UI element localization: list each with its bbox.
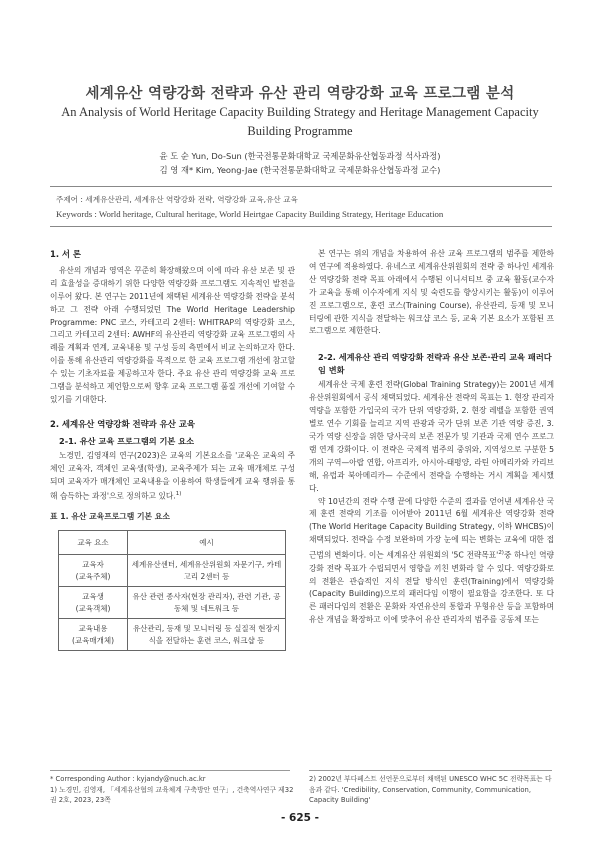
footnote-ref-1: 1): [175, 491, 182, 498]
table-header-element: 교육 요소: [59, 530, 128, 555]
paragraph-scope: 본 연구는 위의 개념을 차용하여 유산 교육 프로그램의 범주를 제한하여 연구에 적용하였다. 유네스코 세계유산위원회의 전략 중 하나인 세계유산 역량강화 전략 목표 아래에서 수행된 이니셔티브 중 교육 활동(교수자가 교육을 통해 이수자에게 지식 및 숙련도를 향상시키는 활동)이 이루어진 프로그램으로, 훈련 코스(Training Course), 유산관리, 등재 및 모니터링에 관한 지식을 전달하는 워크샵 코스 등, 교육 기본 요소가 포함된 프로그램으로 제한한다.: [309, 249, 554, 336]
left-column: [50, 248, 295, 651]
paragraph-section-2-1-text: 노경민, 김영재의 연구(2023)은 교육의 기본요소를 '교육은 교육의 주체인 교육자, 객체인 교육생(학생), 교육주제가 되는 교육 매개체로 구성되며 교육자가 매개체인 교육내용을 이용하여 학생들에게 교육 행위를 통해 습득하는 과정'으로 정의하고 있다.: [50, 450, 295, 501]
table-header-row: [59, 530, 286, 555]
table-cell-element: 교육자 (교육주체): [59, 555, 128, 587]
table-row: [59, 555, 286, 587]
heading-section-2-2: 2-2. 세계유산 관리 역량강화 전략과 유산 보존·관리 교육 패러다임 변화: [318, 352, 552, 376]
paragraph-section-2-2-b: [309, 496, 554, 628]
table-caption: 표 1. 유산 교육프로그램 기본 요소: [50, 511, 170, 521]
footnote-divider-left: [50, 770, 290, 771]
author-line-2: 김 영 재* Kim, Yeong-Jae (한국전통문화대학교 국제문화유산협동과정 교수): [159, 165, 441, 175]
table-cell-example: 유산관리, 등재 및 모니터링 등 실질적 현장지식을 전달하는 훈련 코스, 워크샵 등: [128, 619, 286, 651]
paragraph-section-2-1: [50, 450, 295, 504]
keywords-box: [50, 186, 552, 227]
footnote-ref-2: 2): [498, 550, 504, 557]
table-cell-element: 교육내용 (교육매개체): [59, 619, 128, 651]
author-block: [0, 149, 600, 177]
footnote-corresponding-author: * Corresponding Author : kyjandy@nuch.ac.kr: [50, 775, 206, 783]
table-row: [59, 587, 286, 619]
keywords-english: Keywords : World heritage, Cultural heritage, World Heirtgae Capacity Building Strategy, Heritage Education: [56, 209, 444, 219]
table-cell-element: 교육생 (교육객체): [59, 587, 128, 619]
table-row: [59, 619, 286, 651]
right-column: [309, 248, 554, 627]
author-line-1: 윤 도 순 Yun, Do-Sun (한국전통문화대학교 국제문화유산협동과정 석사과정): [159, 151, 441, 161]
table-cell-example: 유산 관련 종사자(현장 관리자), 관련 기관, 공동체 및 네트워크 등: [128, 587, 286, 619]
paragraph-introduction: 유산의 개념과 영역은 꾸준히 확장해왔으며 이에 따라 유산 보존 및 관리 효율성을 증대하기 위한 다양한 역량강화 프로그램도 지속적인 발전을 이루어 왔다. 본 연구는 2011년에 채택된 세계유산 역량강화 전략을 분석하고 그 전략 아래 수행되었던 The World Heritage Leadership Programme: PNC 코스, 카테고리 2센터: WHITRAP의 역량강화 코스, 그리고 카테고리 2센터: AWHF의 유산관리 역량강화 교육 프로그램의 사례를 계획과 연계, 교육내용 및 구성 등의 측면에서 비교 논의하고자 한다. 이를 통해 유산관리 역량강화를 목적으로 한 교육 프로그램 개선에 참고할 수 있는 기초자료를 제공하고자 한다. 주요 유산 관리 역량강화 교육 프로그램을 분석하고 제언함으로써 향후 교육 프로그램 품질 개선에 기여할 수 있기를 기대한다.: [50, 265, 295, 404]
footnote-divider-right: [309, 770, 552, 771]
table-header-example: 예시: [128, 530, 286, 555]
footnote-1: 1) 노경민, 김영재, 「세계유산협의 교육체계 구축방안 연구」, 건축역사연구 제32권 2호, 2023, 23쪽: [50, 785, 294, 804]
heading-section-2: 2. 세계유산 역량강화 전략과 유산 교육: [50, 418, 195, 429]
keywords-korean: 주제어 : 세계유산관리, 세계유산 역량강화 전략, 역량강화 교육,유산 교육: [56, 195, 298, 204]
heading-introduction: 1. 서 론: [50, 249, 82, 259]
paragraph-section-2-2-a: 세계유산 국제 훈련 전략(Global Training Strategy)는 2001년 세계유산위원회에서 공식 채택되었다. 세계유산 전략의 목표는 1. 현장 관리자 역량을 포함한 가입국의 국가 단위 역량강화, 2. 현장 레벨을 포함한 권역별로 연수 기회를 늘리고 지역 관광과 국가 단위 보존 기관 역량 증진, 3. 국가 역량 신장을 위한 당사국의 보존 전문가 및 기관과 국제 연수 프로그램 연계 강화이다. 이 전략은 국제적 범주의 중위와, 지역성으로 구분한 5개의 구역—아랍 연합, 아프리카, 아시아-태평양, 라틴 아메리카와 카리브해, 유럽과 북아메리카— 수준에서 전략을 수행하는 거시 계획을 제시했다.: [309, 380, 554, 493]
education-elements-table: [58, 530, 286, 652]
heading-section-2-1: 2-1. 유산 교육 프로그램의 기본 요소: [59, 435, 194, 446]
footnotes-left: [50, 774, 295, 806]
table-cell-example: 세계유산센터, 세계유산위원회 자문기구, 카테고리 2센터 등: [128, 555, 286, 587]
paragraph-section-2-2-c-text: 중 하나인 역량강화 전략 목표가 수립되면서 영향을 끼친 변화라 할 수 있다. 역량강화로의 전환은 관습적인 지식 전달 방식인 훈련(Training)에서 역량강화(Capacity Building)으로의 패러다임 이행이 필요함을 강조한다. 또 다른 패러다임의 전환은 문화와 자연유산의 통합과 무형유산 등을 포함하며 유산 개념을 확장하고 이에 맞추어 유산 관리자의 범주를 공동체 또는: [309, 550, 554, 625]
page-number: - 625 -: [281, 812, 319, 824]
footnotes-right: [309, 774, 552, 806]
paper-title-korean: 세계유산 역량강화 전략과 유산 관리 역량강화 교육 프로그램 분석: [85, 86, 515, 102]
paper-title-english: An Analysis of World Heritage Capacity Building Strategy and Heritage Management Capacity Building Programme: [61, 105, 539, 138]
footnote-2: 2) 2002년 부다페스트 선언문으로부터 채택된 UNESCO WHC 5C 전략목표는 다음과 같다. 'Credibility, Conservation, Community, Communication, Capacity Building': [309, 775, 552, 804]
paragraph-section-2-2-b-text: 약 10년간의 전략 수행 끝에 다양한 수준의 결과를 얻어낸 세계유산 국제 훈련 전략의 기조를 이어받아 2011년 6월 세계유산 역량강화 전략 (The World Heritage Capacity Building Strategy, 이하 WHCBS)이 채택되었다. 전략을 수정 보완하며 가장 눈에 띄는 변화는 교육에 대한 접근법의 변화이다. 이는 세계유산 위원회의 '5C 전략목표': [309, 496, 554, 560]
